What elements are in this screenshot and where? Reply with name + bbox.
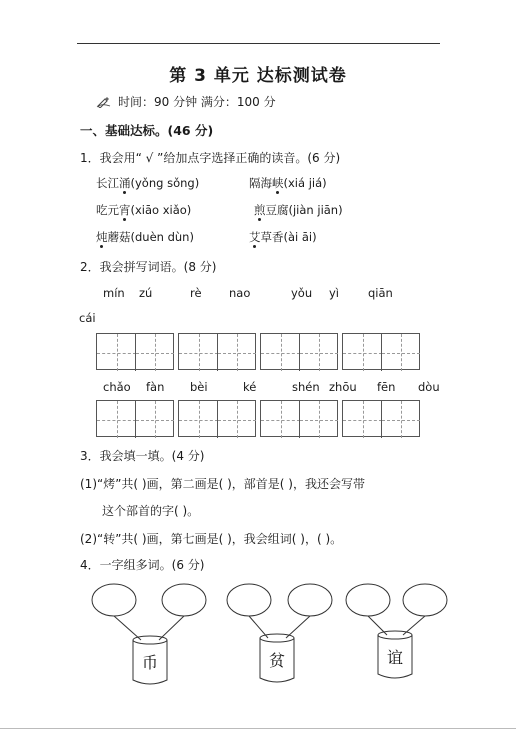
connector-line: [286, 616, 310, 638]
pinyin-syllable: bèi: [190, 380, 208, 394]
writing-grid[interactable]: [260, 400, 338, 437]
base-character: 谊: [386, 648, 404, 667]
exam-meta: [96, 93, 276, 110]
pinyin-syllable: yì: [329, 286, 340, 300]
answer-bubble: [403, 584, 447, 616]
cup-rim: [133, 636, 167, 644]
writing-grid[interactable]: [260, 333, 338, 370]
q1-item: 艾草香(ài āi): [249, 230, 317, 244]
writing-grid[interactable]: [342, 400, 420, 437]
q1-item: 长江涌(yǒng sǒng): [96, 176, 200, 190]
connector-line: [159, 616, 184, 640]
answer-bubble: [92, 584, 136, 616]
pinyin-syllable: dòu: [418, 380, 440, 394]
q4-heading: 4．一字组多词。(6 分): [80, 558, 205, 572]
q1-heading: 1．我会用“ √ ”给加点字选择正确的读音。(6 分): [80, 151, 341, 165]
pinyin-syllable: fēn: [377, 380, 396, 394]
q1-item: 吃元宵(xiāo xiǎo): [96, 203, 192, 217]
top-rule: [77, 43, 440, 44]
cup-rim: [378, 631, 412, 639]
dotted-char: 炖: [96, 230, 108, 244]
pen-icon: [96, 95, 112, 108]
pinyin-syllable: ké: [243, 380, 257, 394]
base-character: 币: [141, 653, 159, 672]
pinyin-syllable: zhōu: [329, 380, 357, 394]
q2-heading: 2．我会拼写词语。(8 分): [80, 260, 217, 274]
exam-time-score: 时间：90 分钟 满分：100 分: [118, 95, 276, 109]
answer-bubble: [162, 584, 206, 616]
word-building-diagram: [80, 576, 450, 691]
answer-bubble: [346, 584, 390, 616]
writing-grid[interactable]: [96, 333, 174, 370]
q1-item: 隔海峡(xiá jiá): [249, 176, 327, 190]
pinyin-syllable: chǎo: [103, 380, 131, 394]
connector-line: [114, 616, 141, 640]
pinyin-syllable: mín: [103, 286, 125, 300]
pinyin-syllable: qiān: [368, 286, 393, 300]
dotted-char: 宵: [119, 203, 131, 217]
pinyin-syllable: cái: [79, 311, 96, 325]
dotted-char: 煎: [254, 203, 266, 217]
dotted-char: 艾: [249, 230, 261, 244]
writing-grid[interactable]: [178, 333, 256, 370]
pinyin-syllable: nao: [229, 286, 251, 300]
q1-item: 煎豆腐(jiàn jiān): [254, 203, 343, 217]
pinyin-syllable: fàn: [146, 380, 165, 394]
writing-grid[interactable]: [342, 333, 420, 370]
pinyin-syllable: shén: [292, 380, 320, 394]
page-title: 第 3 单元 达标测试卷: [169, 66, 347, 86]
dotted-char: 涌: [119, 176, 131, 190]
q3-line: (2)“转”共( )画，第七画是( )，我会组词( )，( )。: [80, 532, 343, 546]
writing-grid[interactable]: [96, 400, 174, 437]
pinyin-syllable: yǒu: [291, 286, 313, 300]
answer-bubble: [227, 584, 271, 616]
q3-heading: 3．我会填一填。(4 分): [80, 449, 205, 463]
writing-grid[interactable]: [178, 400, 256, 437]
answer-bubble: [288, 584, 332, 616]
pinyin-syllable: rè: [190, 286, 202, 300]
q3-line: (1)“烤”共( )画，第二画是( )，部首是( )，我还会写带: [80, 477, 365, 491]
q3-line: 这个部首的字( )。: [102, 504, 200, 518]
dotted-char: 峡: [272, 176, 284, 190]
bottom-edge: [0, 728, 516, 729]
pinyin-syllable: zú: [139, 286, 153, 300]
section-heading-basics: 一、基础达标。(46 分): [80, 123, 214, 138]
cup-rim: [260, 634, 294, 642]
q1-item: 炖蘑菇(duèn dùn): [96, 230, 194, 244]
base-character: 贫: [268, 651, 286, 670]
